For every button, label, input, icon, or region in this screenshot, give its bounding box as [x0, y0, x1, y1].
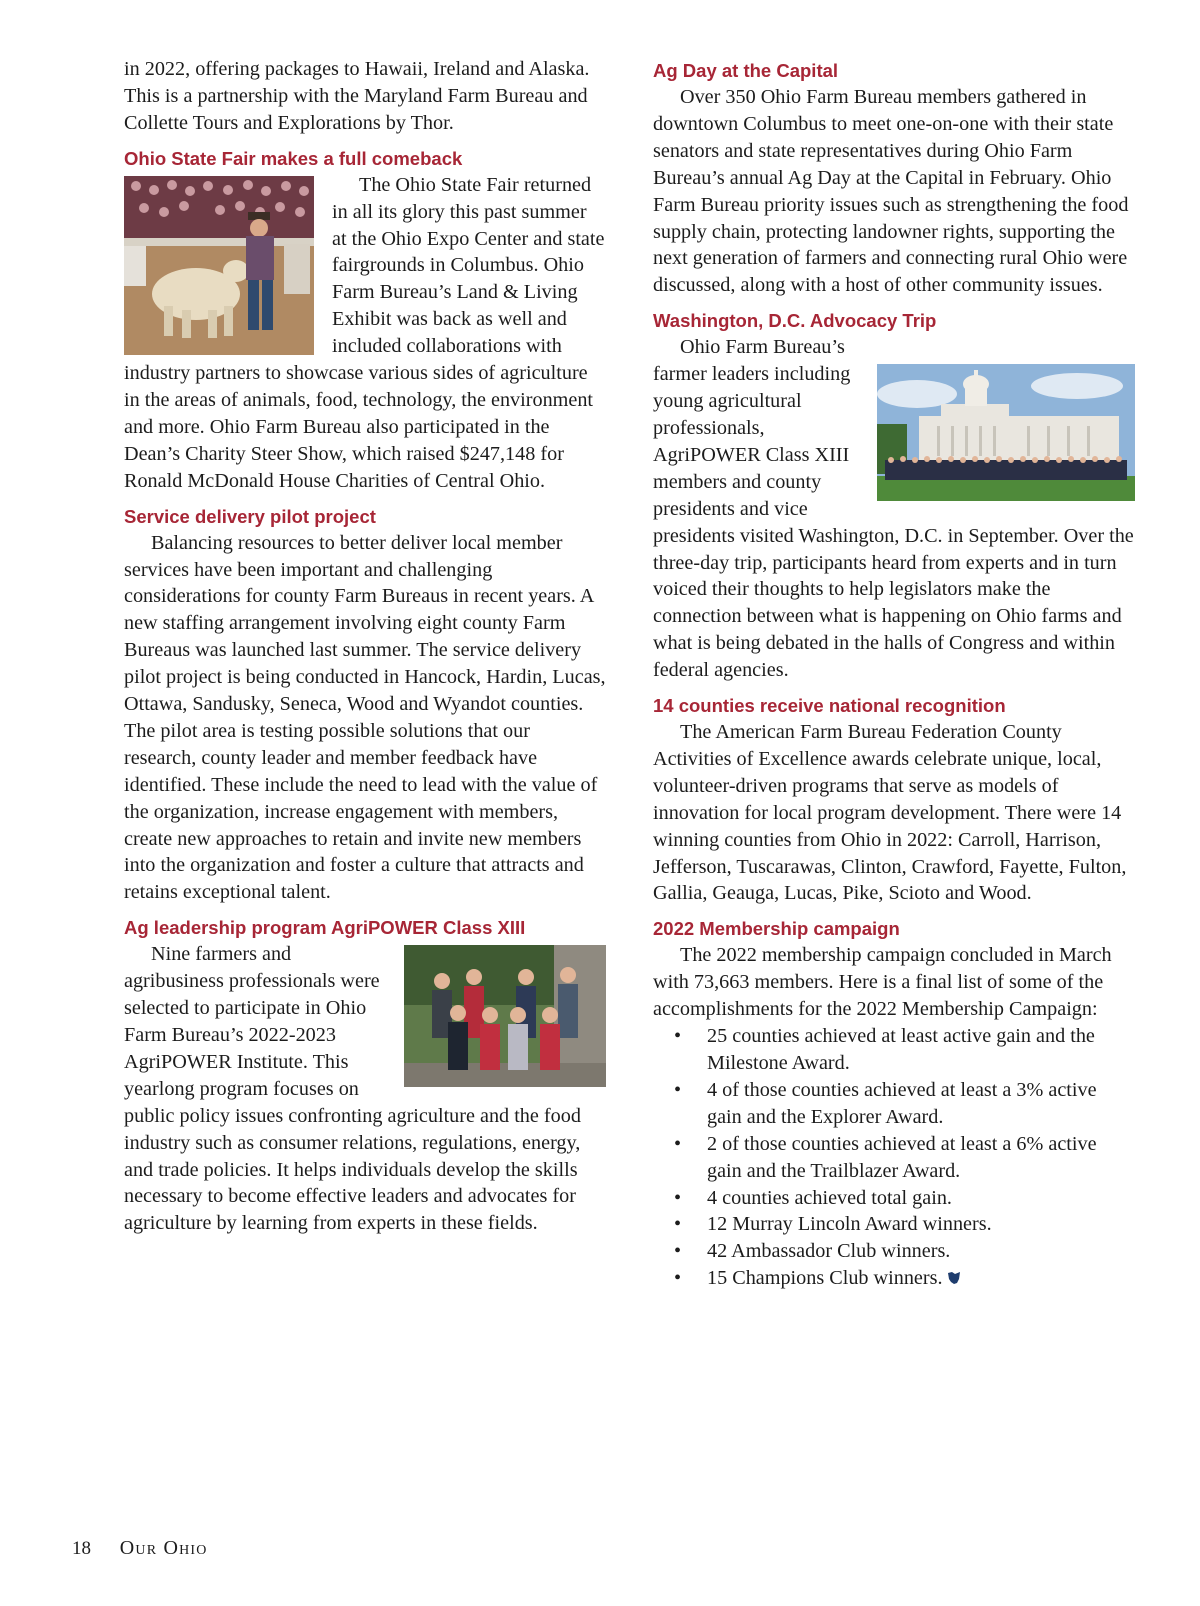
list-item: • 25 counties achieved at least active gain and the Milestone Award.: [674, 1025, 1095, 1074]
heading-ag-day: Ag Day at the Capital: [653, 60, 839, 81]
pilot-paragraph: Balancing resources to better deliver local member services have been important and challenging considerations for county Farm Bureaus in recent years. A new staffing arrangement involving eight county Farm Bureaus was launched last summer. The service delivery pilot project is being conducted in Hancock, Hardin, Lucas, Ottawa, Sandusky, Seneca, Wood and Wyandot counties. The pilot area is testing possible solutions that our research, county leader and member feedback have identified. These include the need to lead with the value of the organization, increase engagement with members, create new approaches to retain and invite new members into the organization and foster a culture that attracts and retains exceptional talent.: [124, 531, 606, 904]
agripower-class-photo: [404, 945, 606, 1087]
heading-dc-trip: Washington, D.C. Advocacy Trip: [653, 310, 937, 332]
agripower-paragraph: Nine farmers and agribusiness professionals were selected to participate in Ohio Farm Bureau’s 2022-2023 AgriPOWER Institute. This yearlong program focuses on public policy issues confronting agriculture and the food industry such as consumer relations, regulations, energy, and trade policies. It helps individuals develop the skills necessary to become effective leaders and advocates for agriculture by learning from experts in these fields.: [124, 941, 606, 1237]
heading-ohio-state-fair: Ohio State Fair makes a full comeback: [124, 147, 463, 169]
ohio-state-icon: [947, 1266, 961, 1293]
heading-county-recognition: 14 counties receive national recognition: [653, 695, 1006, 717]
list-item: • 4 counties achieved total gain.: [707, 1185, 1135, 1212]
bullet-glyph: •: [674, 1267, 682, 1290]
heading-membership-campaign: 2022 Membership campaign: [653, 918, 900, 940]
page-number: 18: [72, 1538, 91, 1559]
membership-accomplishments-list: [653, 1023, 1135, 1293]
bullet-glyph: •: [674, 1213, 682, 1236]
list-item: • 2 of those counties achieved at least a 6% active gain and the Trailblazer Award.: [674, 1132, 1097, 1182]
bullet-glyph: •: [674, 1078, 682, 1101]
bullet-glyph: •: [674, 1025, 682, 1048]
publication-name: Our Ohio: [119, 1537, 208, 1559]
bullet-glyph: •: [674, 1186, 682, 1209]
ag-day-paragraph: Over 350 Ohio Farm Bureau members gathered in downtown Columbus to meet one-on-one with their state senators and state representatives during Ohio Farm Bureau’s annual Ag Day at the Capital in February. Ohio Farm Bureau priority issues such as strengthening the food supply chain, protecting landowner rights, supporting the next generation of farmers and connecting rural Ohio were discussed, along with a host of other community issues.: [653, 86, 1129, 297]
list-item: • 4 of those counties achieved at least a 3% active gain and the Explorer Award.: [674, 1078, 1097, 1128]
left-column: [124, 56, 606, 1237]
state-fair-photo: [124, 176, 314, 355]
right-column: [653, 56, 1135, 1293]
county-recognition-paragraph: The American Farm Bureau Federation County Activities of Excellence awards celebrate unique, local, volunteer-driven programs that serve as models of innovation for local program development. There were 14 winning counties from Ohio in 2022: Carroll, Harrison, Jefferson, Tuscarawas, Clinton, Crawford, Fayette, Fulton, Gallia, Geauga, Lucas, Pike, Scioto and Wood.: [653, 721, 1127, 905]
heading-agripower: Ag leadership program AgriPOWER Class XIII: [124, 917, 526, 939]
intro-paragraph: in 2022, offering packages to Hawaii, Ireland and Alaska. This is a partnership with the Maryland Farm Bureau and Collette Tours and Explorations by Thor.: [124, 58, 590, 134]
capitol-group-photo: [877, 364, 1135, 501]
list-item: • 42 Ambassador Club winners.: [707, 1238, 1135, 1265]
bullet-glyph: •: [674, 1240, 682, 1263]
list-item: • 12 Murray Lincoln Award winners.: [707, 1211, 1135, 1238]
page-footer: [72, 1537, 208, 1560]
dc-trip-paragraph: Ohio Farm Bureau’s farmer leaders including young agricultural professionals, AgriPOWER Class XIII members and county presidents and vice presidents visited Washington, D.C. in September. Over the three-day trip, participants heard from experts and in turn voiced their thoughts to help legislators make the connection between what is happening on Ohio farms and what is being debated in the halls of Congress and within federal agencies.: [653, 336, 1134, 682]
list-item: • 15 Champions Club winners.: [707, 1265, 1135, 1293]
heading-service-delivery: Service delivery pilot project: [124, 505, 376, 527]
membership-paragraph: The 2022 membership campaign concluded in March with 73,663 members. Here is a final list of some of the accomplishments for the 2022 Membership Campaign:: [653, 944, 1112, 1021]
bullet-glyph: •: [674, 1132, 682, 1155]
fair-paragraph: The Ohio State Fair returned in all its glory this past summer at the Ohio Expo Center and state fairgrounds in Columbus. Ohio Farm Bureau’s Land & Living Exhibit was back as well and included collaborations with industry partners to showcase various sides of agriculture in the areas of animals, food, technology, the environment and more. Ohio Farm Bureau also participated in the Dean’s Charity Steer Show, which raised $247,148 for Ronald McDonald House Charities of Central Ohio.: [124, 173, 605, 492]
